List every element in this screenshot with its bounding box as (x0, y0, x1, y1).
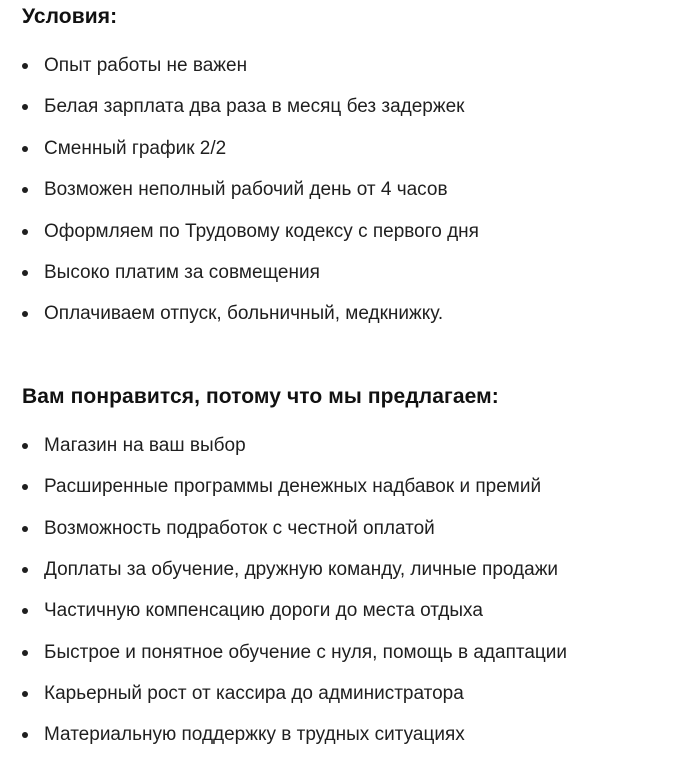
list-item-text: Быстрое и понятное обучение с нуля, помощь в адаптации (44, 641, 568, 663)
bullet-dot-icon (22, 104, 28, 110)
bullet-dot-icon (22, 146, 28, 152)
list-item (22, 432, 672, 473)
list-item (22, 473, 672, 514)
list-item (22, 721, 672, 762)
list-item (22, 259, 672, 300)
list-item (22, 93, 672, 134)
list-item (22, 515, 672, 556)
list-item (22, 300, 672, 341)
list-item-text: Карьерный рост от кассира до администратора (44, 683, 464, 705)
bullet-dot-icon (22, 650, 28, 656)
bullet-dot-icon (22, 311, 28, 317)
bullet-dot-icon (22, 526, 28, 532)
list-item (22, 52, 672, 93)
list-item-text: Сменный график 2/2 (44, 137, 227, 159)
list-item-text: Оформляем по Трудовому кодексу с первого дня (44, 220, 479, 242)
list-item-text: Возможность подработок с честной оплатой (44, 517, 435, 539)
bullet-dot-icon (22, 270, 28, 276)
bullet-dot-icon (22, 567, 28, 573)
conditions-heading: Условия: (22, 5, 118, 28)
list-item (22, 135, 672, 176)
list-item-text: Возможен неполный рабочий день от 4 часов (44, 179, 448, 201)
bullet-dot-icon (22, 443, 28, 449)
bullet-dot-icon (22, 691, 28, 697)
vacancy-content (22, 0, 672, 763)
list-item (22, 218, 672, 259)
conditions-list (22, 52, 672, 342)
offers-list (22, 432, 672, 763)
bullet-dot-icon (22, 608, 28, 614)
list-item-text: Оплачиваем отпуск, больничный, медкнижку. (44, 303, 444, 325)
list-item-text: Доплаты за обучение, дружную команду, личные продажи (44, 558, 559, 580)
bullet-dot-icon (22, 63, 28, 69)
list-item-text: Высоко платим за совмещения (44, 261, 320, 283)
list-item-text: Частичную компенсацию дороги до места отдыха (44, 600, 483, 622)
list-item (22, 176, 672, 217)
bullet-dot-icon (22, 229, 28, 235)
list-item-text: Магазин на ваш выбор (44, 434, 246, 456)
list-item (22, 639, 672, 680)
list-item (22, 597, 672, 638)
list-item (22, 680, 672, 721)
list-item-text: Расширенные программы денежных надбавок и премий (44, 476, 542, 498)
list-item-text: Белая зарплата два раза в месяц без задержек (44, 96, 465, 118)
offers-heading: Вам понравится, потому что мы предлагаем: (22, 384, 499, 408)
bullet-dot-icon (22, 187, 28, 193)
bullet-dot-icon (22, 732, 28, 738)
list-item (22, 556, 672, 597)
list-item-text: Материальную поддержку в трудных ситуациях (44, 724, 465, 746)
bullet-dot-icon (22, 484, 28, 490)
list-item-text: Опыт работы не важен (44, 55, 248, 76)
